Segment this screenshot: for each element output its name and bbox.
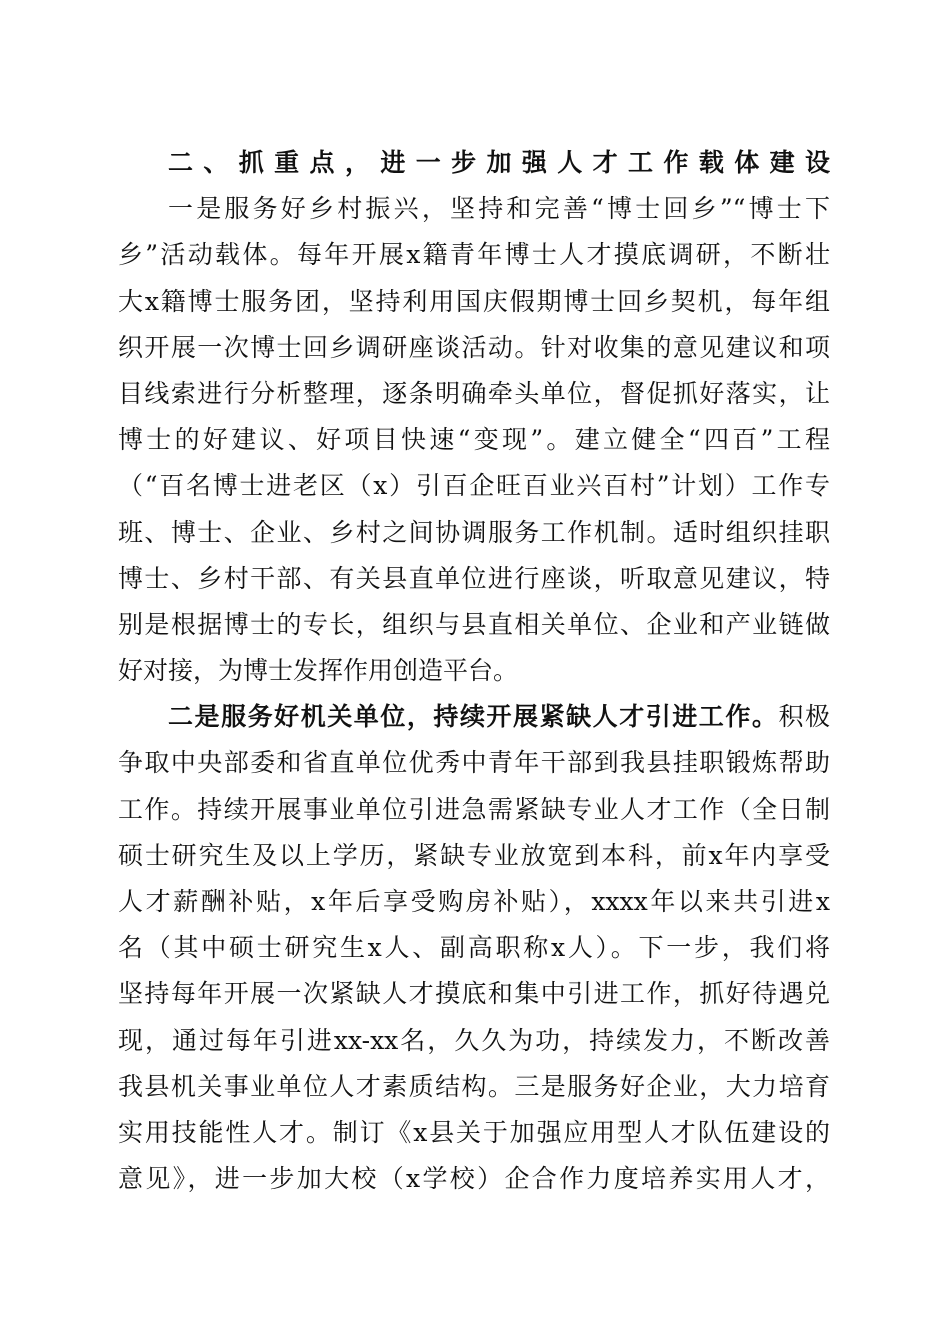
paragraph-talent-introduction bbox=[118, 694, 830, 1202]
paragraph-line: 博士的好建议、好项目快速“变现”。建立健全“四百”工程 bbox=[118, 425, 830, 455]
paragraph-rural-revitalization bbox=[118, 186, 830, 694]
paragraph-line: 班、博士、企业、乡村之间协调服务工作机制。适时组织挂职 bbox=[118, 517, 830, 547]
paragraph-line: 乡”活动载体。每年开展x籍青年博士人才摸底调研，不断壮 bbox=[118, 240, 830, 270]
paragraph-line: 坚持每年开展一次紧缺人才摸底和集中引进工作，抓好待遇兑 bbox=[118, 979, 830, 1009]
paragraph-line: 一是服务好乡村振兴，坚持和完善“博士回乡”“博士下 bbox=[168, 194, 830, 224]
paragraph-lead-tail: 积极 bbox=[778, 702, 830, 732]
paragraph-line: 现，通过每年引进xx-xx名，久久为功，持续发力，不断改善 bbox=[118, 1025, 830, 1055]
paragraph-lead-bold: 二是服务好机关单位，持续开展紧缺人才引进工作。 bbox=[168, 702, 779, 732]
paragraph-line bbox=[118, 694, 830, 740]
paragraph-line: 好对接，为博士发挥作用创造平台。 bbox=[118, 656, 519, 686]
paragraph-line: 工作。持续开展事业单位引进急需紧缺专业人才工作（全日制 bbox=[118, 794, 830, 824]
paragraph-line: （“百名博士进老区（x）引百企旺百业兴百村”计划）工作专 bbox=[118, 471, 830, 501]
paragraph-line: 意见》，进一步加大校（x学校）企合作力度培养实用人才， bbox=[118, 1164, 830, 1194]
paragraph-line: 我县机关事业单位人才素质结构。三是服务好企业，大力培育 bbox=[118, 1071, 830, 1101]
section-heading: 二、抓重点，进一步加强人才工作载体建设 bbox=[168, 148, 830, 177]
paragraph-line: 博士、乡村干部、有关县直单位进行座谈，听取意见建议，特 bbox=[118, 563, 830, 593]
paragraph-line: 织开展一次博士回乡调研座谈活动。针对收集的意见建议和项 bbox=[118, 332, 830, 362]
document-body bbox=[118, 140, 830, 1202]
paragraph-line: 名（其中硕士研究生x人、副高职称x人）。下一步，我们将 bbox=[118, 933, 830, 963]
paragraph-line: 大x籍博士服务团，坚持利用国庆假期博士回乡契机，每年组 bbox=[118, 286, 830, 316]
paragraph-line: 硕士研究生及以上学历，紧缺专业放宽到本科，前x年内享受 bbox=[118, 840, 830, 870]
paragraph-line: 争取中央部委和省直单位优秀中青年干部到我县挂职锻炼帮助 bbox=[118, 748, 830, 778]
paragraph-line: 目线索进行分析整理，逐条明确牵头单位，督促抓好落实，让 bbox=[118, 378, 830, 408]
paragraph-line: 人才薪酬补贴，x年后享受购房补贴），xxxx年以来共引进x bbox=[118, 887, 830, 916]
paragraph-line: 实用技能性人才。制订《x县关于加强应用型人才队伍建设的 bbox=[118, 1117, 830, 1147]
paragraph-line: 别是根据博士的专长，组织与县直相关单位、企业和产业链做 bbox=[118, 609, 830, 639]
